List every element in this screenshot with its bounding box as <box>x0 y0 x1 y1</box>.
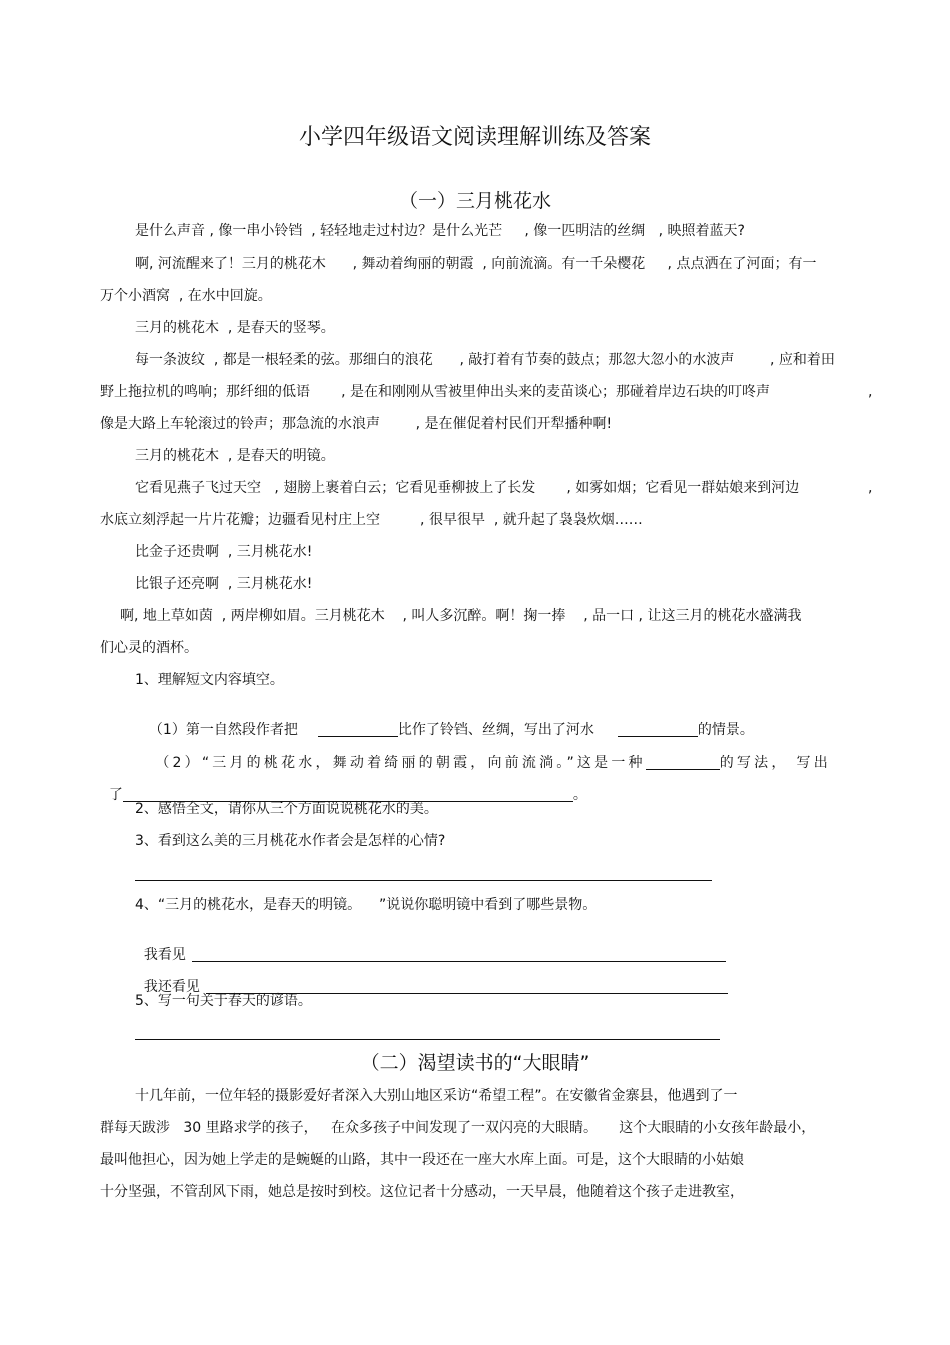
fill-blank-3[interactable] <box>646 755 720 770</box>
question-1-1-text-a: （1）第一自然段作者把 <box>148 722 298 738</box>
paragraph-line: 比银子还亮啊 , 三月桃花水! <box>135 576 313 592</box>
paragraph-line: 万个小酒窝 , 在水中回旋。 <box>100 288 272 304</box>
paragraph-line: 野上拖拉机的鸣响；那纤细的低语 , 是在和刚刚从雪被里伸出头来的麦苗谈心；那碰着岸边石块的叮咚声 <box>100 384 771 400</box>
question-1-1-text-c: 的情景。 <box>697 722 754 738</box>
paragraph-line: 十几年前，一位年轻的摄影爱好者深入大别山地区采访“希望工程”。在安徽省金寨县，他遇到了一 <box>135 1088 738 1104</box>
paragraph-line: 啊, 地上草如茵 , 两岸柳如眉。三月桃花木 , 叫人多沉醉。啊！掬一捧 , 品一口 , 让这三月的桃花水盛满我 <box>120 608 802 624</box>
section-heading-1: （一）三月桃花水 <box>398 190 551 212</box>
line-end-comma: , <box>868 480 873 496</box>
question-4-b <box>135 960 728 996</box>
question-1: 1、理解短文内容填空。 <box>135 672 284 688</box>
paragraph-line: 它看见燕子飞过天空 , 翅膀上裹着白云；它看见垂柳披上了长发 , 如雾如烟；它看见一群姑娘来到河边 <box>135 480 800 496</box>
question-4-a <box>135 928 726 964</box>
question-4: 4、“三月的桃花水，是春天的明镜。 ”说说你聪明镜中看到了哪些景物。 <box>135 897 597 913</box>
paragraph-line: 三月的桃花木 , 是春天的明镜。 <box>135 448 335 464</box>
question-1-2 <box>140 736 831 772</box>
paragraph-line: 群每天跋涉 30 里路求学的孩子， 在众多孩子中间发现了一双闪亮的大眼睛。 这个大眼睛的小女孩年龄最小， <box>100 1120 816 1136</box>
paragraph-line: 像是大路上车轮滚过的铃声；那急流的水浪声 , 是在催促着村民们开犁播种啊! <box>100 416 613 432</box>
fill-blank-1[interactable] <box>318 722 398 737</box>
question-1-2-text-c: 写出 <box>796 755 831 771</box>
question-1-2-text-b: 的写法， <box>719 755 789 771</box>
answer-line-5[interactable] <box>135 1039 720 1040</box>
paragraph-line: 十分坚强，不管刮风下雨，她总是按时到校。这位记者十分感动，一天早晨，他随着这个孩子走进教室， <box>100 1184 744 1200</box>
question-4-a-label: 我看见 <box>143 947 186 963</box>
paragraph-line: 比金子还贵啊 , 三月桃花水! <box>135 544 313 560</box>
paragraph-line: 们心灵的酒杯。 <box>100 640 198 656</box>
paragraph-line: 每一条波纹 , 都是一根轻柔的弦。那细白的浪花 , 敲打着有节奏的鼓点；那忽大忽小的水波声 , 应和着田 <box>135 352 835 368</box>
question-1-2-text-a: （2）“三月的桃花水，舞动着绮丽的朝霞，向前流淌。”这是一种 <box>155 755 646 771</box>
line-end-comma: , <box>868 384 873 400</box>
question-1-2-text-d: 了 <box>108 787 123 803</box>
paragraph-line: 最叫他担心，因为她上学走的是蜿蜒的山路，其中一段还在一座大水库上面。可是，这个大眼睛的小姑娘 <box>100 1152 744 1168</box>
fill-blank-2[interactable] <box>618 722 698 737</box>
question-5: 5、写一句关于春天的谚语。 <box>135 993 312 1009</box>
question-1-1 <box>140 703 754 739</box>
answer-line-3[interactable] <box>135 880 712 881</box>
question-1-2-cont <box>100 768 587 804</box>
paragraph-line: 是什么声音 , 像一串小铃铛 , 轻轻地走过村边？是什么光芒 , 像一匹明洁的丝绸 , 映照着蓝天? <box>135 223 745 239</box>
question-2: 2、感悟全文，请你从三个方面说说桃花水的美。 <box>135 801 438 817</box>
question-1-2-text-e: 。 <box>572 787 587 803</box>
paragraph-line: 水底立刻浮起一片片花瓣；边疆看见村庄上空 , 很早很早 , 就升起了袅袅炊烟…… <box>100 512 643 528</box>
section-heading-2: （二）渴望读书的“大眼睛” <box>360 1052 590 1074</box>
document-title: 小学四年级语文阅读理解训练及答案 <box>298 125 651 150</box>
paragraph-line: 啊, 河流醒来了！三月的桃花木 , 舞动着绚丽的朝霞 , 向前流滴。有一千朵樱花 , 点点洒在了河面；有一 <box>135 256 817 272</box>
question-1-1-text-b: 比作了铃铛、丝绸，写出了河水 <box>397 722 594 738</box>
question-4-b-label: 我还看见 <box>143 979 200 995</box>
paragraph-line: 三月的桃花木 , 是春天的竖琴。 <box>135 320 335 336</box>
question-3: 3、看到这么美的三月桃花水作者会是怎样的心情? <box>135 833 446 849</box>
